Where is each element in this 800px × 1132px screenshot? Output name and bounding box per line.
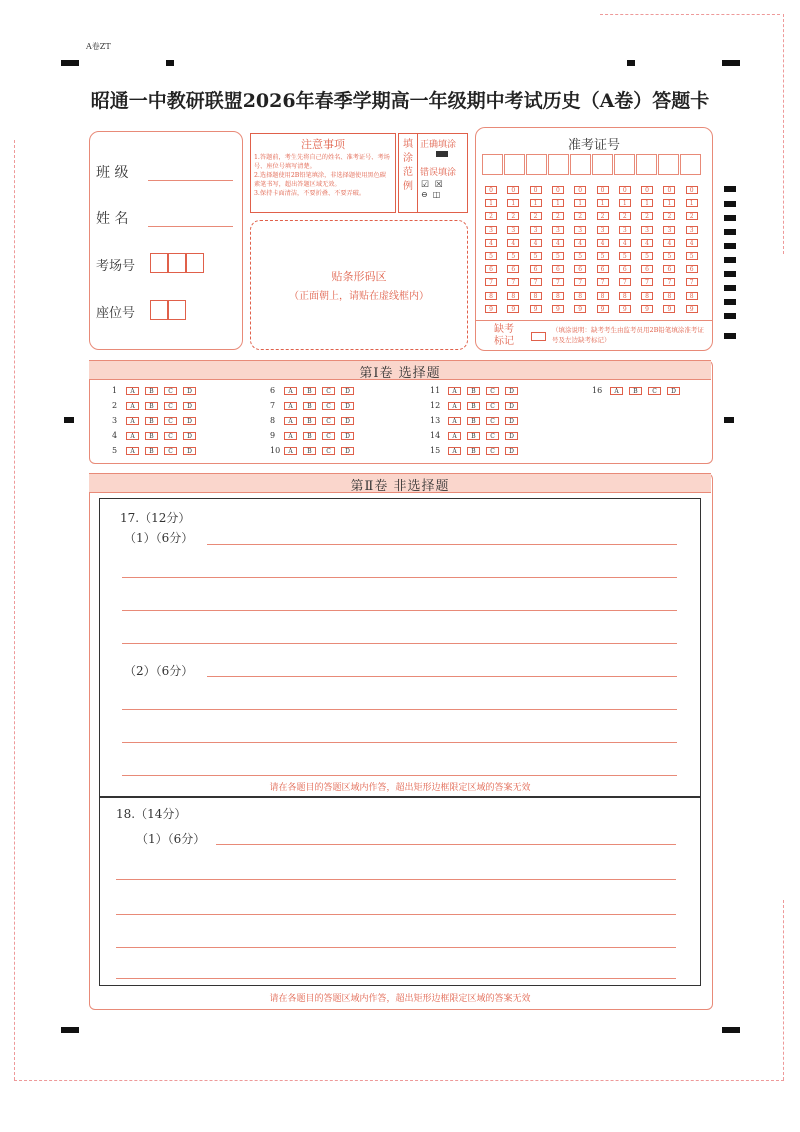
exam-id-bubble[interactable]: 9	[485, 305, 497, 313]
exam-id-bubble[interactable]: 8	[530, 292, 542, 300]
wrong-fill-samples: ☑ ☒ ⊖ ◫	[421, 180, 443, 199]
exam-id-bubble[interactable]: 6	[530, 265, 542, 273]
answer-line[interactable]	[122, 577, 677, 578]
exam-id-bubble[interactable]: 3	[686, 226, 698, 234]
mc-option-B[interactable]: B	[145, 432, 158, 440]
mc-option-C[interactable]: C	[322, 447, 335, 455]
exam-id-bubble[interactable]: 7	[597, 278, 609, 286]
exam-id-bubble[interactable]: 0	[574, 186, 586, 194]
mc-option-C[interactable]: C	[486, 447, 499, 455]
exam-id-bubble[interactable]: 7	[663, 278, 675, 286]
exam-id-bubble[interactable]: 9	[641, 305, 653, 313]
timing-mark	[724, 186, 736, 192]
notice-line: 2.选择题使用2B铅笔填涂，非选择题使用黑色碳素笔书写，超出答题区域无效。	[254, 172, 386, 188]
exam-id-bubble[interactable]: 8	[574, 292, 586, 300]
mc-question-number: 7	[270, 401, 276, 410]
exam-id-bubble[interactable]: 1	[686, 199, 698, 207]
mc-option-B[interactable]: B	[467, 417, 480, 425]
timing-mark	[724, 215, 736, 221]
exam-id-bubble[interactable]: 7	[552, 278, 564, 286]
answer-line[interactable]	[116, 914, 676, 915]
exam-id-bubble[interactable]: 8	[619, 292, 631, 300]
exam-id-digit-box[interactable]	[526, 154, 547, 175]
exam-id-digit-box[interactable]	[658, 154, 679, 175]
section2-banner	[89, 473, 711, 493]
mc-option-B[interactable]: B	[145, 417, 158, 425]
mc-option-B[interactable]: B	[145, 402, 158, 410]
mc-option-C[interactable]: C	[486, 387, 499, 395]
exam-id-bubble[interactable]: 0	[641, 186, 653, 194]
answer-line[interactable]	[207, 676, 677, 677]
mc-question-2	[112, 401, 202, 410]
mc-question-number: 5	[112, 446, 118, 455]
mc-option-B[interactable]: B	[629, 387, 642, 395]
fill-example-vertical-label: 填 涂 范 例	[403, 139, 413, 192]
exam-id-bubble[interactable]: 6	[641, 265, 653, 273]
exam-id-bubble[interactable]: 2	[485, 212, 497, 220]
room-label: 考场号	[96, 259, 136, 274]
timing-mark	[722, 1027, 740, 1033]
mc-question-9	[270, 431, 360, 440]
seat-boxes[interactable]	[150, 300, 188, 318]
exam-id-bubble[interactable]: 7	[507, 278, 519, 286]
mc-option-C[interactable]: C	[486, 432, 499, 440]
mc-option-A[interactable]: A	[126, 402, 139, 410]
timing-mark	[724, 243, 736, 249]
answer-line[interactable]	[122, 610, 677, 611]
exam-id-bubble[interactable]: 6	[686, 265, 698, 273]
exam-id-bubble[interactable]: 9	[597, 305, 609, 313]
exam-id-bubble[interactable]: 0	[507, 186, 519, 194]
exam-id-bubble[interactable]: 5	[686, 252, 698, 260]
exam-id-bubble[interactable]: 8	[485, 292, 497, 300]
exam-id-bubble[interactable]: 5	[597, 252, 609, 260]
exam-id-digit-box[interactable]	[680, 154, 701, 175]
exam-id-bubble[interactable]: 3	[619, 226, 631, 234]
exam-id-bubble[interactable]: 1	[552, 199, 564, 207]
wrong-fill-label: 错误填涂	[420, 168, 457, 178]
exam-id-bubble[interactable]: 5	[552, 252, 564, 260]
exam-id-bubble[interactable]: 4	[507, 239, 519, 247]
cut-line-right	[783, 14, 784, 254]
exam-id-bubble[interactable]: 2	[619, 212, 631, 220]
mc-option-B[interactable]: B	[145, 387, 158, 395]
timing-mark	[724, 257, 736, 263]
mc-question-number: 10	[270, 446, 281, 455]
exam-id-bubble[interactable]: 0	[619, 186, 631, 194]
exam-id-bubble[interactable]: 1	[530, 199, 542, 207]
section2-title: 第Ⅱ卷 非选择题	[350, 479, 450, 494]
mc-option-D[interactable]: D	[183, 402, 196, 410]
mc-option-B[interactable]: B	[145, 447, 158, 455]
exam-id-bubble[interactable]: 0	[686, 186, 698, 194]
mc-option-B[interactable]: B	[467, 387, 480, 395]
mc-question-5	[112, 446, 202, 455]
mc-option-D[interactable]: D	[341, 387, 354, 395]
exam-id-bubble[interactable]: 6	[597, 265, 609, 273]
mc-question-number: 2	[112, 401, 118, 410]
exam-id-bubble[interactable]: 0	[597, 186, 609, 194]
exam-id-bubble[interactable]: 1	[485, 199, 497, 207]
exam-id-bubble[interactable]: 2	[597, 212, 609, 220]
exam-id-bubble[interactable]: 0	[485, 186, 497, 194]
exam-id-bubble[interactable]: 9	[552, 305, 564, 313]
notice-line: 1.答题前，考生先将自己的姓名、准考证号、考场号、座位号填写清楚。	[254, 154, 390, 170]
mc-option-A[interactable]: A	[284, 432, 297, 440]
timing-mark	[724, 417, 734, 423]
notice-line: 3.保持卡面清洁，不要折叠、不要弄破。	[254, 190, 366, 197]
exam-id-bubble[interactable]: 4	[663, 239, 675, 247]
timing-mark	[724, 285, 736, 291]
exam-id-bubble[interactable]: 4	[597, 239, 609, 247]
exam-id-digit-box[interactable]	[636, 154, 657, 175]
mc-question-14	[430, 431, 524, 440]
mc-option-A[interactable]: A	[126, 417, 139, 425]
mc-question-4	[112, 431, 202, 440]
exam-id-bubble[interactable]: 4	[619, 239, 631, 247]
mc-option-A[interactable]: A	[126, 387, 139, 395]
q18-label: 18.（14分）	[116, 807, 187, 821]
exam-id-bubble[interactable]: 0	[530, 186, 542, 194]
exam-id-box	[475, 127, 713, 351]
q17-warning: 请在各题目的答题区域内作答，超出矩形边框限定区域的答案无效	[269, 783, 531, 793]
exam-id-digit-box[interactable]	[482, 154, 503, 175]
exam-id-bubble[interactable]: 7	[686, 278, 698, 286]
mc-option-D[interactable]: D	[505, 402, 518, 410]
exam-id-bubble[interactable]: 8	[641, 292, 653, 300]
exam-id-bubble[interactable]: 3	[485, 226, 497, 234]
timing-mark	[724, 333, 736, 339]
mc-option-D[interactable]: D	[505, 432, 518, 440]
q18-part1-label: （1）（6分）	[136, 832, 206, 846]
exam-id-bubble[interactable]: 1	[641, 199, 653, 207]
timing-mark	[724, 299, 736, 305]
mc-question-1	[112, 386, 202, 395]
exam-id-bubble[interactable]: 7	[530, 278, 542, 286]
exam-id-bubble[interactable]: 3	[507, 226, 519, 234]
correct-fill-label: 正确填涂	[420, 140, 457, 150]
q17-answer-area[interactable]	[99, 498, 701, 798]
exam-id-bubble[interactable]: 5	[619, 252, 631, 260]
exam-id-bubble[interactable]: 1	[574, 199, 586, 207]
exam-id-bubble[interactable]: 9	[530, 305, 542, 313]
room-boxes[interactable]	[150, 253, 204, 271]
mc-question-number: 14	[430, 431, 441, 440]
q18-answer-area[interactable]	[99, 796, 701, 986]
mc-option-D[interactable]: D	[183, 447, 196, 455]
exam-id-bubble[interactable]: 3	[530, 226, 542, 234]
exam-id-bubble[interactable]: 2	[552, 212, 564, 220]
mc-option-C[interactable]: C	[164, 447, 177, 455]
exam-id-bubble[interactable]: 1	[663, 199, 675, 207]
mc-option-D[interactable]: D	[341, 402, 354, 410]
exam-id-bubble[interactable]: 0	[663, 186, 675, 194]
mc-option-B[interactable]: B	[303, 402, 316, 410]
exam-id-bubble[interactable]: 1	[597, 199, 609, 207]
exam-id-bubble[interactable]: 8	[663, 292, 675, 300]
mc-option-C[interactable]: C	[322, 387, 335, 395]
exam-id-bubble[interactable]: 2	[530, 212, 542, 220]
exam-id-bubble[interactable]: 5	[574, 252, 586, 260]
cut-line-right-lower	[783, 900, 784, 1080]
q17-part2-label: （2）（6分）	[124, 664, 194, 678]
answer-line[interactable]	[116, 879, 676, 880]
timing-mark	[627, 60, 635, 66]
mc-option-C[interactable]: C	[164, 387, 177, 395]
sheet-code: A卷ZT	[86, 42, 111, 51]
cut-line-left	[14, 140, 15, 1080]
exam-id-bubble[interactable]: 6	[552, 265, 564, 273]
timing-mark	[724, 229, 736, 235]
mc-option-A[interactable]: A	[284, 402, 297, 410]
mc-option-C[interactable]: C	[648, 387, 661, 395]
exam-id-bubble[interactable]: 8	[597, 292, 609, 300]
exam-id-bubble[interactable]: 3	[641, 226, 653, 234]
mc-option-A[interactable]: A	[284, 417, 297, 425]
exam-id-bubble[interactable]: 6	[619, 265, 631, 273]
timing-mark	[722, 60, 740, 66]
mc-question-number: 4	[112, 431, 118, 440]
mc-option-A[interactable]: A	[448, 387, 461, 395]
correct-fill-sample	[436, 151, 448, 157]
mc-option-A[interactable]: A	[610, 387, 623, 395]
timing-mark	[64, 417, 74, 423]
mc-option-C[interactable]: C	[486, 417, 499, 425]
mc-option-A[interactable]: A	[448, 402, 461, 410]
mc-option-B[interactable]: B	[467, 432, 480, 440]
answer-line[interactable]	[216, 844, 676, 845]
section1-title: 第Ⅰ卷 选择题	[359, 366, 441, 381]
answer-line[interactable]	[122, 643, 677, 644]
timing-mark	[724, 271, 736, 277]
mc-option-C[interactable]: C	[322, 432, 335, 440]
exam-id-title: 准考证号	[567, 138, 620, 153]
mc-option-D[interactable]: D	[505, 417, 518, 425]
mc-option-D[interactable]: D	[341, 417, 354, 425]
mc-question-15	[430, 446, 524, 455]
mc-question-11	[430, 386, 524, 395]
class-label: 班 级	[96, 165, 129, 181]
mc-question-number: 16	[592, 386, 603, 395]
exam-id-bubble[interactable]: 3	[552, 226, 564, 234]
exam-id-bubble[interactable]: 5	[507, 252, 519, 260]
timing-mark	[61, 1027, 79, 1033]
exam-id-bubble[interactable]: 7	[574, 278, 586, 286]
mc-question-number: 9	[270, 431, 276, 440]
answer-line[interactable]	[116, 947, 676, 948]
exam-id-bubble[interactable]: 0	[552, 186, 564, 194]
mc-question-number: 13	[430, 416, 441, 425]
mc-option-C[interactable]: C	[164, 432, 177, 440]
mc-question-number: 15	[430, 446, 441, 455]
mc-option-A[interactable]: A	[284, 447, 297, 455]
exam-id-bubble[interactable]: 6	[574, 265, 586, 273]
q18-warning: 请在各题目的答题区域内作答，超出矩形边框限定区域的答案无效	[269, 994, 531, 1004]
exam-id-bubble[interactable]: 4	[574, 239, 586, 247]
mc-option-A[interactable]: A	[448, 432, 461, 440]
mc-option-A[interactable]: A	[448, 417, 461, 425]
mc-question-number: 1	[112, 386, 118, 395]
exam-id-bubble[interactable]: 9	[574, 305, 586, 313]
mc-question-8	[270, 416, 360, 425]
mc-option-D[interactable]: D	[183, 432, 196, 440]
exam-id-write-boxes[interactable]	[482, 154, 706, 176]
exam-id-bubble[interactable]: 2	[574, 212, 586, 220]
exam-id-bubble[interactable]: 7	[641, 278, 653, 286]
barcode-title: 贴条形码区	[331, 270, 387, 283]
class-field[interactable]	[148, 180, 233, 181]
absent-bubble[interactable]	[531, 332, 546, 341]
answer-line[interactable]	[116, 978, 676, 979]
barcode-area	[250, 220, 468, 350]
exam-id-bubble[interactable]: 3	[663, 226, 675, 234]
mc-question-number: 12	[430, 401, 441, 410]
mc-question-7	[270, 401, 360, 410]
exam-id-bubble[interactable]: 4	[686, 239, 698, 247]
notice-box	[250, 133, 396, 213]
exam-id-bubble[interactable]: 5	[530, 252, 542, 260]
mc-question-number: 3	[112, 416, 118, 425]
student-info-box	[89, 131, 243, 350]
mc-option-D[interactable]: D	[667, 387, 680, 395]
answer-line[interactable]	[122, 709, 677, 710]
exam-id-bubble[interactable]: 5	[641, 252, 653, 260]
mc-question-number: 8	[270, 416, 276, 425]
mc-question-number: 6	[270, 386, 276, 395]
exam-id-bubble[interactable]: 5	[485, 252, 497, 260]
mc-option-B[interactable]: B	[303, 432, 316, 440]
mc-option-D[interactable]: D	[341, 447, 354, 455]
mc-option-B[interactable]: B	[303, 387, 316, 395]
timing-mark	[724, 201, 736, 207]
exam-id-bubble[interactable]: 1	[507, 199, 519, 207]
exam-id-digit-box[interactable]	[614, 154, 635, 175]
absent-label: 缺考 标记	[494, 324, 514, 347]
mc-option-C[interactable]: C	[322, 417, 335, 425]
q17-part1-label: （1）（6分）	[124, 531, 194, 545]
seat-label: 座位号	[96, 306, 136, 321]
exam-id-bubble[interactable]: 2	[663, 212, 675, 220]
exam-id-bubble[interactable]: 8	[686, 292, 698, 300]
exam-id-bubble[interactable]: 2	[686, 212, 698, 220]
mc-option-B[interactable]: B	[467, 447, 480, 455]
exam-id-bubble[interactable]: 9	[619, 305, 631, 313]
mc-option-A[interactable]: A	[448, 447, 461, 455]
answer-line[interactable]	[122, 775, 677, 776]
exam-id-bubble[interactable]: 4	[485, 239, 497, 247]
section1-banner	[89, 360, 711, 380]
mc-question-3	[112, 416, 202, 425]
mc-question-16	[592, 386, 686, 395]
exam-id-bubble[interactable]: 9	[686, 305, 698, 313]
page-title: 昭通一中教研联盟2026年春季学期高一年级期中考试历史（A卷）答题卡	[90, 90, 710, 112]
mc-question-6	[270, 386, 360, 395]
timing-mark	[166, 60, 174, 66]
exam-id-bubble[interactable]: 3	[597, 226, 609, 234]
mc-option-D[interactable]: D	[183, 417, 196, 425]
mc-option-C[interactable]: C	[164, 402, 177, 410]
exam-id-bubble[interactable]: 9	[663, 305, 675, 313]
mc-option-D[interactable]: D	[183, 387, 196, 395]
exam-id-bubble[interactable]: 6	[663, 265, 675, 273]
mc-option-C[interactable]: C	[486, 402, 499, 410]
cut-line-bottom	[14, 1080, 784, 1081]
answer-line[interactable]	[122, 742, 677, 743]
exam-id-bubble[interactable]: 6	[485, 265, 497, 273]
mc-option-A[interactable]: A	[126, 447, 139, 455]
q17-label: 17.（12分）	[120, 511, 191, 525]
mc-option-A[interactable]: A	[126, 432, 139, 440]
exam-id-bubble[interactable]: 4	[552, 239, 564, 247]
mc-question-number: 11	[430, 386, 441, 395]
answer-line[interactable]	[207, 544, 677, 545]
exam-id-bubble[interactable]: 8	[552, 292, 564, 300]
exam-id-bubble[interactable]: 1	[619, 199, 631, 207]
exam-id-bubble[interactable]: 2	[507, 212, 519, 220]
mc-option-D[interactable]: D	[505, 447, 518, 455]
absent-note: （填涂说明：缺考考生由监考员用2B铅笔填涂准考证号及左边缺考标记）	[552, 326, 704, 344]
notice-title: 注意事项	[301, 138, 345, 151]
exam-id-bubble[interactable]: 2	[641, 212, 653, 220]
exam-id-digit-box[interactable]	[592, 154, 613, 175]
mc-option-B[interactable]: B	[467, 402, 480, 410]
timing-mark	[61, 60, 79, 66]
name-field[interactable]	[148, 226, 233, 227]
exam-id-bubble[interactable]: 7	[619, 278, 631, 286]
mc-option-B[interactable]: B	[303, 417, 316, 425]
mc-option-C[interactable]: C	[164, 417, 177, 425]
timing-mark	[724, 313, 736, 319]
exam-id-digit-box[interactable]	[504, 154, 525, 175]
mc-question-13	[430, 416, 524, 425]
mc-option-D[interactable]: D	[341, 432, 354, 440]
mc-option-C[interactable]: C	[322, 402, 335, 410]
exam-id-bubble[interactable]: 4	[530, 239, 542, 247]
name-label: 姓 名	[96, 211, 129, 227]
exam-id-bubble[interactable]: 8	[507, 292, 519, 300]
exam-id-bubble[interactable]: 5	[663, 252, 675, 260]
exam-id-bubble[interactable]: 3	[574, 226, 586, 234]
mc-option-D[interactable]: D	[505, 387, 518, 395]
mc-question-12	[430, 401, 524, 410]
mc-option-A[interactable]: A	[284, 387, 297, 395]
exam-id-bubble[interactable]: 4	[641, 239, 653, 247]
exam-id-bubble[interactable]: 7	[485, 278, 497, 286]
exam-id-digit-box[interactable]	[570, 154, 591, 175]
barcode-note: （正面朝上，请贴在虚线框内）	[289, 291, 429, 302]
exam-id-bubble[interactable]: 9	[507, 305, 519, 313]
mc-question-10	[270, 446, 360, 455]
exam-id-bubble[interactable]: 6	[507, 265, 519, 273]
exam-id-digit-box[interactable]	[548, 154, 569, 175]
fill-example-box	[398, 133, 468, 213]
cut-line-top	[600, 14, 780, 15]
mc-option-B[interactable]: B	[303, 447, 316, 455]
